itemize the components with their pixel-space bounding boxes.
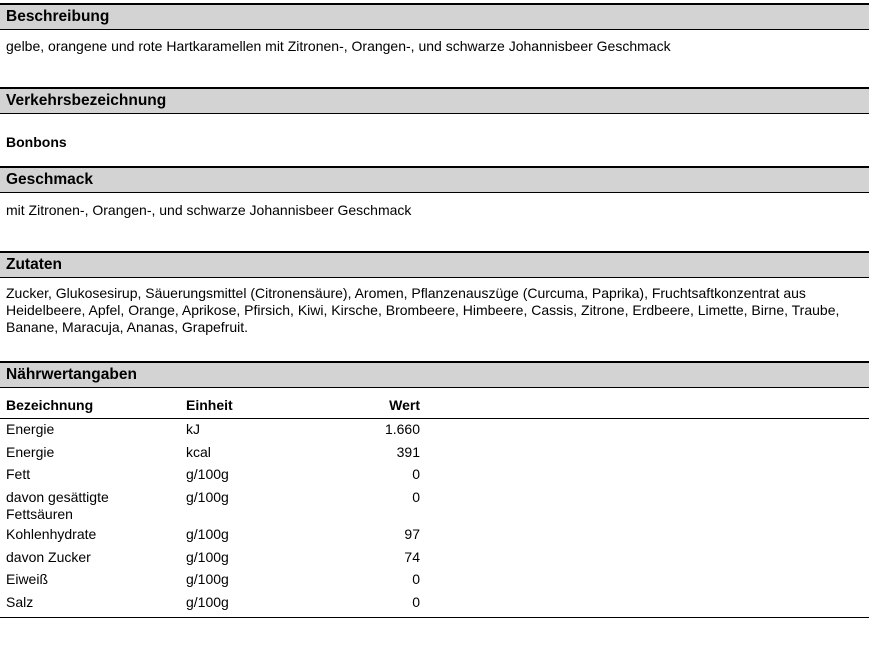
row-value: 1.660 [384,421,420,437]
row-value: 391 [396,444,420,460]
section-header-verkehrsbezeichnung [0,87,869,114]
row-value: 0 [412,571,420,587]
row-unit: kJ [186,421,200,437]
row-label: Eiweiß [6,571,49,587]
row-label: davon Zucker [6,549,91,565]
row-label: Salz [6,594,34,610]
section-title: Beschreibung [6,8,110,25]
section-header-geschmack [0,166,869,193]
row-unit: g/100g [186,571,229,587]
row-value: 0 [412,489,420,505]
row-label: Energie [6,444,55,460]
header-divider [0,418,869,419]
section-title: Nährwertangaben [6,366,137,383]
beschreibung-text: gelbe, orangene und rote Hartkaramellen mit Zitronen-, Orangen-, und schwarze Johannisbeer Geschmack [6,38,671,54]
row-unit: g/100g [186,489,229,505]
row-label: Fett [6,466,31,482]
row-label: Energie [6,421,55,437]
row-unit: g/100g [186,526,229,542]
row-label: Kohlenhydrate [6,526,97,542]
geschmack-text: mit Zitronen-, Orangen-, und schwarze Johannisbeer Geschmack [6,202,412,218]
section-title: Geschmack [6,171,94,188]
row-value: 97 [404,526,420,542]
table-bottom-divider [0,617,869,618]
column-header-bezeichnung: Bezeichnung [6,397,94,413]
row-label: davon gesättigte Fettsäuren [6,489,109,522]
column-header-einheit: Einheit [186,397,233,413]
row-unit: kcal [186,444,211,460]
row-unit: g/100g [186,549,229,565]
section-header-beschreibung [0,3,869,30]
section-header-naehrwert [0,361,869,388]
section-title: Zutaten [6,256,62,273]
verkehrsbezeichnung-text: Bonbons [6,134,67,150]
section-header-zutaten [0,251,869,278]
row-value: 0 [412,466,420,482]
zutaten-text: Zucker, Glukosesirup, Säuerungsmittel (Citronensäure), Aromen, Pflanzenauszüge (Curcuma, Paprika), Fruchtsaftkonzentrat aus Heidelbeere, Apfel, Orange, Aprikose, Pfirsich, Kiwi, Kirsche, Brombeere, Himbeere, Cassis, Zitrone, Erdbeere, Limette, Birne, Traube, Banane, Maracuja, Ananas, Grapefruit. [6,285,840,335]
row-unit: g/100g [186,466,229,482]
column-header-wert: Wert [389,397,420,413]
section-title: Verkehrsbezeichnung [6,92,167,109]
row-value: 0 [412,594,420,610]
row-unit: g/100g [186,594,229,610]
row-value: 74 [404,549,420,565]
